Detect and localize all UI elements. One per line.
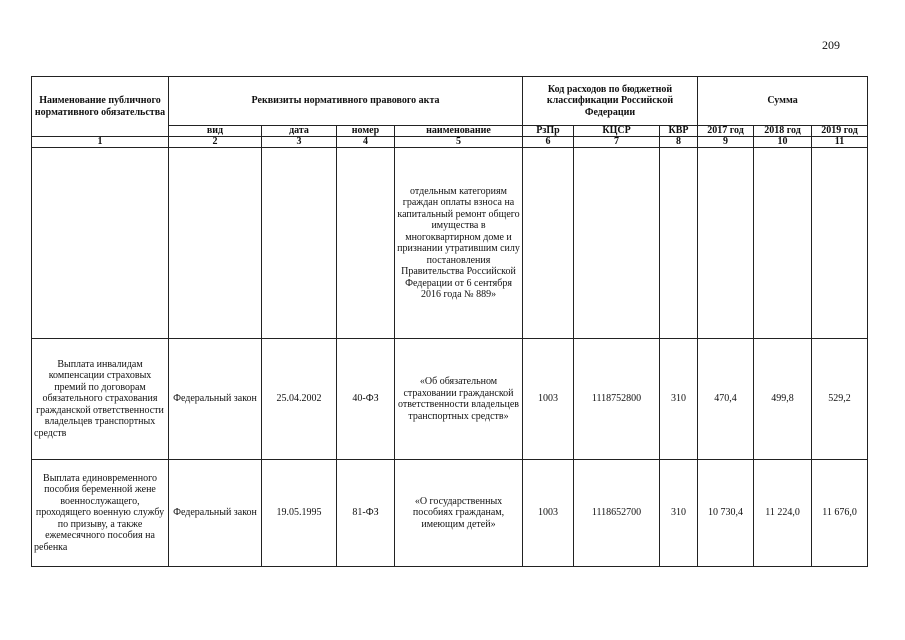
sum-2017: 470,4: [698, 339, 754, 460]
obligation-name: Выплата единовременного пособия беременной жене военнослужащего, проходящего военную службу по призыву, а также ежемесячного пособия на ребенка: [32, 460, 169, 567]
header-2017: 2017 год: [698, 126, 754, 137]
table-row: [32, 339, 868, 460]
header-kcsr: КЦСР: [574, 126, 660, 137]
column-number: 5: [395, 137, 523, 148]
header-obligation: Наименование публичного нормативного обязательства: [32, 77, 169, 137]
act-date: 19.05.1995: [262, 460, 337, 567]
act-name: отдельным категориям граждан оплаты взноса на капитальный ремонт общего имущества в многоквартирном доме и признании утратившим силу постановления Правительства Российской Федерации от 6 сентября 2016 года № 889»: [395, 148, 523, 339]
kvr-code: 310: [660, 339, 698, 460]
sum-2019: 11 676,0: [812, 460, 868, 567]
column-number: 9: [698, 137, 754, 148]
header-row-main: [32, 77, 868, 126]
rzpr-code: 1003: [523, 460, 574, 567]
rzpr-code: [523, 148, 574, 339]
kcsr-code: [574, 148, 660, 339]
act-type: Федеральный закон: [169, 460, 262, 567]
table-row: [32, 148, 868, 339]
page-number: 209: [822, 38, 840, 52]
column-number: 11: [812, 137, 868, 148]
kvr-code: 310: [660, 460, 698, 567]
sum-2017: [698, 148, 754, 339]
rzpr-code: 1003: [523, 339, 574, 460]
column-number: 4: [337, 137, 395, 148]
act-type: [169, 148, 262, 339]
obligation-name: [32, 148, 169, 339]
column-number: 8: [660, 137, 698, 148]
column-number: 2: [169, 137, 262, 148]
header-2019: 2019 год: [812, 126, 868, 137]
header-number: номер: [337, 126, 395, 137]
column-number: 7: [574, 137, 660, 148]
obligation-name: Выплата инвалидам компенсации страховых премий по договорам обязательного страхования гражданской ответственности владельцев транспортных средств: [32, 339, 169, 460]
sum-2019: [812, 148, 868, 339]
column-number: 3: [262, 137, 337, 148]
act-date: 25.04.2002: [262, 339, 337, 460]
header-act-name: наименование: [395, 126, 523, 137]
obligations-table: [31, 76, 868, 567]
act-name: «О государственных пособиях гражданам, имеющим детей»: [395, 460, 523, 567]
header-kvr: КВР: [660, 126, 698, 137]
act-date: [262, 148, 337, 339]
table-row: [32, 460, 868, 567]
header-act-details: Реквизиты нормативного правового акта: [169, 77, 523, 126]
act-number: 40-ФЗ: [337, 339, 395, 460]
sum-2018: 11 224,0: [754, 460, 812, 567]
sum-2018: [754, 148, 812, 339]
header-rzpr: РзПр: [523, 126, 574, 137]
header-2018: 2018 год: [754, 126, 812, 137]
sum-2018: 499,8: [754, 339, 812, 460]
header-vid: вид: [169, 126, 262, 137]
kcsr-code: 1118652700: [574, 460, 660, 567]
header-budget-code: Код расходов по бюджетной классификации Российской Федерации: [523, 77, 698, 126]
header-row-numbers: [32, 137, 868, 148]
act-number: [337, 148, 395, 339]
column-number: 10: [754, 137, 812, 148]
header-date: дата: [262, 126, 337, 137]
sum-2017: 10 730,4: [698, 460, 754, 567]
kvr-code: [660, 148, 698, 339]
act-number: 81-ФЗ: [337, 460, 395, 567]
act-type: Федеральный закон: [169, 339, 262, 460]
sum-2019: 529,2: [812, 339, 868, 460]
act-name: «Об обязательном страховании гражданской ответственности владельцев транспортных средств»: [395, 339, 523, 460]
header-sum: Сумма: [698, 77, 868, 126]
column-number: 6: [523, 137, 574, 148]
kcsr-code: 1118752800: [574, 339, 660, 460]
column-number: 1: [32, 137, 169, 148]
